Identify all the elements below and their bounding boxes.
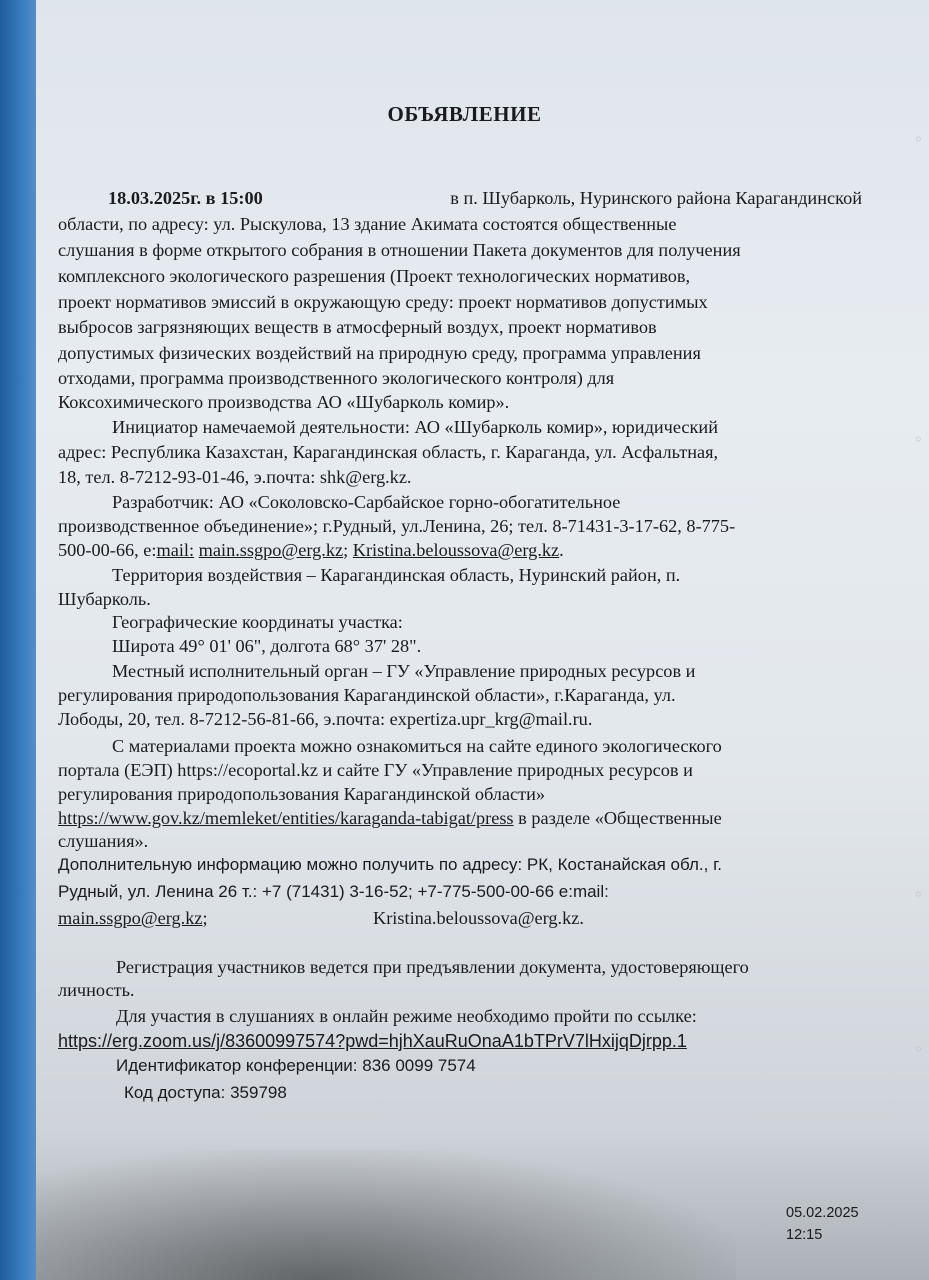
conference-id: Идентификатор конференции: 836 0099 7574 (116, 1056, 476, 1075)
notice-line: Инициатор намечаемой деятельности: АО «Шубарколь комир», юридический (112, 417, 718, 437)
email-link[interactable]: main.ssgpo@erg.kz (198, 540, 344, 560)
notice-text: в п. Шубарколь, Нуринского района Карагандинской (450, 188, 862, 208)
punch-hole-mark: ◦ (913, 885, 923, 904)
notice-line: отходами, программа производственного экологического контроля) для (58, 368, 615, 388)
notice-line: слушания». (58, 831, 149, 851)
notice-line: адрес: Республика Казахстан, Карагандинская область, г. Караганда, ул. Асфальтная, (58, 442, 719, 462)
notice-line: main.ssgpo@erg.kz; (58, 908, 208, 928)
notice-line: производственное объединение»; г.Рудный, ул.Ленина, 26; тел. 8-71431-3-17-62, 8-775- (58, 516, 736, 536)
notice-line: выбросов загрязняющих веществ в атмосферный воздух, проект нормативов (58, 317, 657, 337)
notice-line: Лободы, 20, тел. 8-7212-56-81-66, э.почта: expertiza.upr_krg@mail.ru. (58, 709, 593, 729)
notice-line: личность. (58, 980, 135, 1000)
notice-line: Местный исполнительный орган – ГУ «Управление природных ресурсов и (112, 661, 696, 681)
notice-line: Территория воздействия – Карагандинская область, Нуринский район, п. (112, 565, 681, 585)
gov-website-link[interactable]: https://www.gov.kz/memleket/entities/karaganda-tabigat/press (58, 808, 514, 828)
photo-shadow (36, 1150, 736, 1280)
access-code: Код доступа: 359798 (124, 1083, 287, 1102)
zoom-link[interactable]: https://erg.zoom.us/j/83600997574?pwd=hjhXauRuOnaA1bTPrV7lHxijqDjrpp.1 (58, 1031, 687, 1051)
notice-line: регулирования природопользования Карагандинской области» (58, 784, 546, 804)
photo-timestamp (786, 1202, 859, 1246)
notice-line: 500-00-66, e:mail: main.ssgpo@erg.kz; Kristina.beloussova@erg.kz. (58, 540, 564, 560)
notice-line (108, 186, 862, 210)
notice-line: Рудный, ул. Ленина 26 т.: +7 (71431) 3-16-52; +7-775-500-00-66 e:mail: (58, 882, 609, 901)
notice-line: Шубарколь. (58, 589, 151, 609)
blue-board-frame (0, 0, 40, 1280)
notice-title: ОБЪЯВЛЕНИЕ (387, 102, 542, 126)
email-link[interactable]: Kristina.beloussova@erg.kz (352, 540, 560, 560)
notice-line: Kristina.beloussova@erg.kz. (373, 908, 584, 928)
photo-time: 12:15 (786, 1227, 823, 1243)
notice-line: Для участия в слушаниях в онлайн режиме необходимо пройти по ссылке: (116, 1006, 697, 1026)
event-datetime: 18.03.2025г. в 15:00 (108, 188, 263, 208)
notice-line: Регистрация участников ведется при предъявлении документа, удостоверяющего (116, 957, 749, 977)
punch-hole-mark: ◦ (913, 430, 923, 449)
punch-hole-mark: ◦ (913, 1040, 923, 1059)
email-link[interactable]: main.ssgpo@erg.kz (58, 908, 203, 928)
punch-hole-mark: ◦ (913, 130, 923, 149)
notice-line: Коксохимического производства АО «Шубарколь комир». (58, 392, 510, 412)
notice-line: слушания в форме открытого собрания в отношении Пакета документов для получения (58, 240, 741, 260)
notice-text: mail: (156, 540, 195, 560)
notice-line: Разработчик: АО «Соколовско-Сарбайское горно-обогатительное (112, 492, 621, 512)
notice-text: 500-00-66, e: (58, 540, 157, 560)
notice-line: портала (ЕЭП) https://ecoportal.kz и сайте ГУ «Управление природных ресурсов и (58, 760, 693, 780)
notice-line (58, 806, 722, 830)
notice-line: регулирования природопользования Карагандинской области», г.Караганда, ул. (58, 685, 676, 705)
notice-line: Широта 49° 01' 06", долгота 68° 37' 28". (112, 636, 422, 656)
notice-line: 18, тел. 8-7212-93-01-46, э.почта: shk@erg.kz. (58, 467, 412, 487)
notice-line: проект нормативов эмиссий в окружающую среду: проект нормативов допустимых (58, 292, 708, 312)
notice-text: в разделе «Общественные (518, 808, 722, 828)
notice-line: С материалами проекта можно ознакомиться на сайте единого экологического (112, 736, 722, 756)
notice-line: Дополнительную информацию можно получить по адресу: РК, Костанайская обл., г. (58, 855, 722, 874)
notice-line: допустимых физических воздействий на природную среду, программа управления (58, 343, 701, 363)
notice-line: комплексного экологического разрешения (Проект технологических нормативов, (58, 266, 691, 286)
notice-line: Географические координаты участка: (112, 612, 403, 632)
notice-line: области, по адресу: ул. Рыскулова, 13 здание Акимата состоятся общественные (58, 214, 677, 234)
photo-date: 05.02.2025 (786, 1205, 859, 1221)
